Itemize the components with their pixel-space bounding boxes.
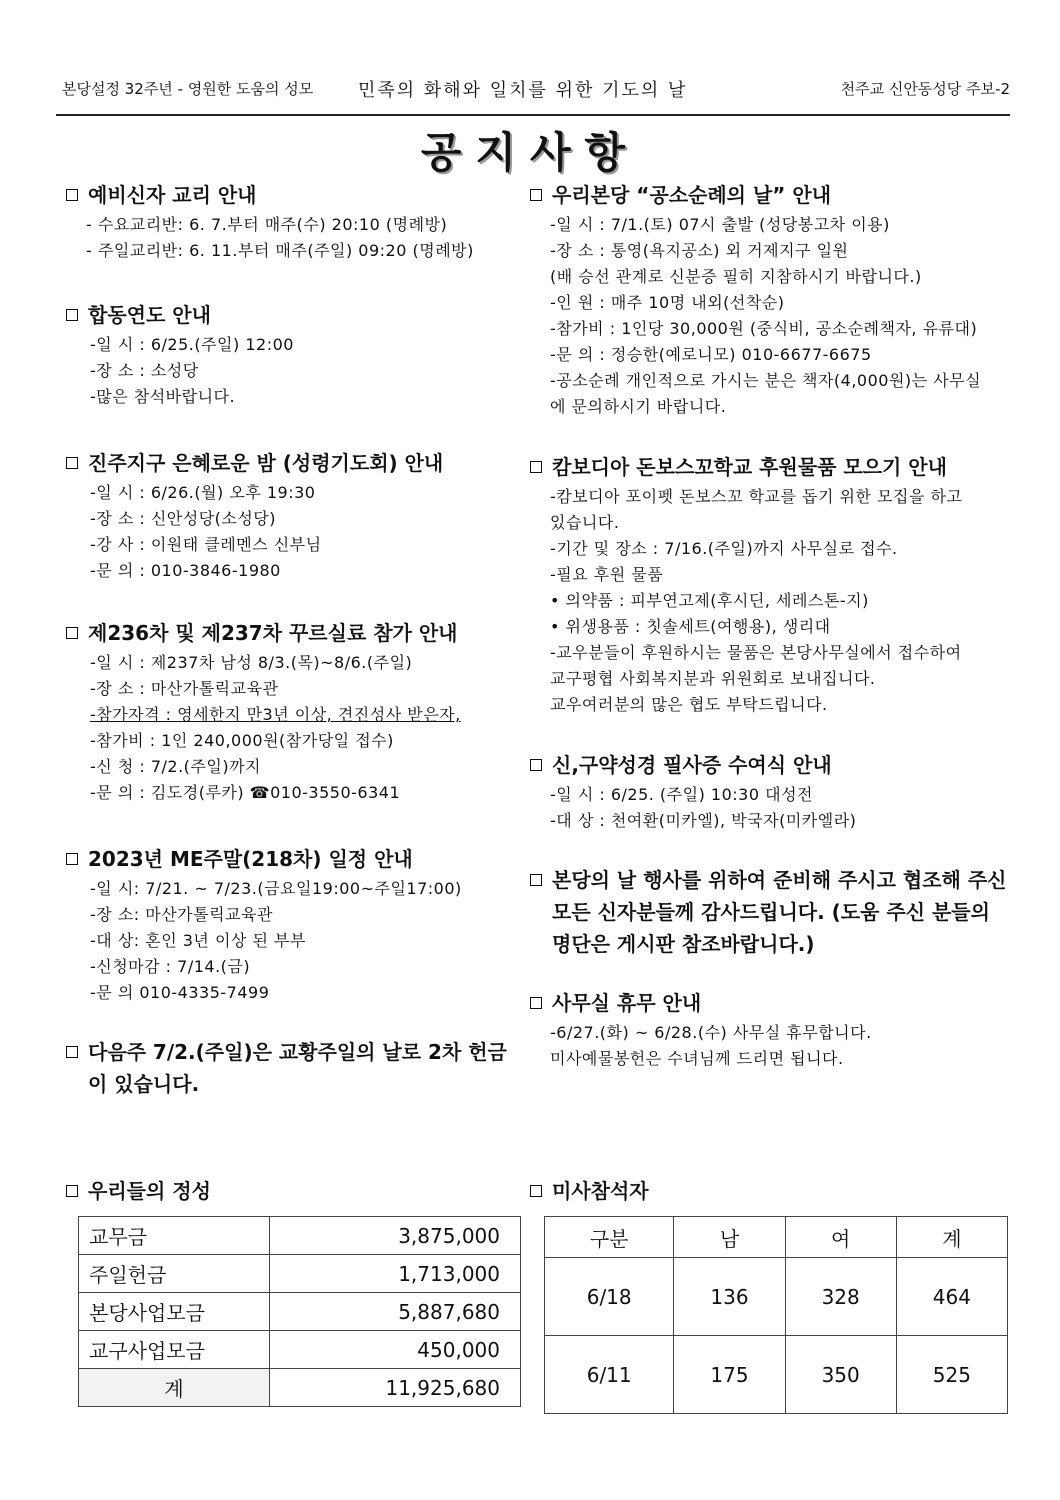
notice-line: -많은 참석바랍니다.	[90, 387, 236, 406]
notice-line: -일 시 : 7/1.(토) 07시 출발 (성당봉고차 이용)	[550, 215, 890, 234]
table-cell: 교구사업모금	[79, 1331, 270, 1369]
table-row	[545, 1336, 1008, 1414]
table-cell: 328	[785, 1258, 896, 1336]
notice-me-weekend	[64, 846, 524, 1006]
section-heading: 우리본당 “공소순례의 날” 안내	[552, 183, 832, 207]
checkbox-icon	[530, 189, 542, 201]
checkbox-icon	[66, 309, 78, 321]
notice-line: -대 상 : 천여환(미카엘), 박국자(미카엘라)	[550, 811, 857, 830]
table-cell: 6/11	[545, 1336, 674, 1414]
table-cell: 1,713,000	[270, 1255, 521, 1293]
table-header-cell: 여	[785, 1217, 896, 1258]
notice-memorial	[64, 302, 524, 410]
table-header-row	[545, 1217, 1008, 1258]
attendance-table	[544, 1216, 1008, 1414]
table-cell: 136	[674, 1258, 785, 1336]
notice-line: -장 소 : 마산가톨릭교육관	[90, 679, 279, 698]
notice-line: -신 청 : 7/2.(주일)까지	[90, 757, 261, 776]
notice-line: -참가비 : 1인 240,000원(참가당일 접수)	[90, 731, 394, 750]
checkbox-icon	[66, 627, 78, 639]
header-right: 천주교 신안동성당 주보-2	[840, 80, 1010, 98]
notice-line: -문 의 010-4335-7499	[90, 983, 270, 1002]
notice-cambodia	[528, 454, 1014, 718]
table-cell: 계	[79, 1369, 270, 1407]
table-cell: 6/18	[545, 1258, 674, 1336]
notice-line: -일 시 : 6/25. (주일) 10:30 대성전	[550, 785, 813, 804]
table-cell: 525	[896, 1336, 1007, 1414]
notice-line: -문 의 : 정승한(예로니모) 010-6677-6675	[550, 345, 872, 364]
table-row	[79, 1369, 521, 1407]
table-cell: 교무금	[79, 1217, 270, 1255]
table-header-cell: 구분	[545, 1217, 674, 1258]
checkbox-icon	[530, 997, 542, 1009]
notice-line: -일 시 : 제237차 남성 8/3.(목)~8/6.(주일)	[90, 653, 413, 672]
offering-table	[78, 1216, 521, 1407]
notice-office-closed	[528, 990, 1014, 1072]
notice-line: 교우여러분의 많은 협도 부탁드립니다.	[550, 695, 828, 714]
table-cell: 5,887,680	[270, 1293, 521, 1331]
section-heading: 우리들의 정성	[88, 1179, 211, 1203]
notice-cursillo	[64, 620, 524, 806]
notice-line: -일 시 : 6/25.(주일) 12:00	[90, 335, 294, 354]
section-heading: 예비신자 교리 안내	[88, 183, 257, 207]
table-row	[79, 1331, 521, 1369]
attendance-section	[528, 1178, 1014, 1414]
notice-line: -장 소 : 통영(욕지공소) 외 거제지구 일원	[550, 241, 849, 260]
table-header-cell: 계	[896, 1217, 1007, 1258]
notice-line: -6/27.(화) ~ 6/28.(수) 사무실 휴무합니다.	[550, 1023, 872, 1042]
notice-second-collection	[64, 1036, 524, 1100]
checkbox-icon	[66, 1046, 78, 1058]
notice-line: 교구평협 사회복지분과 위원회로 보내집니다.	[550, 669, 876, 688]
checkbox-icon	[66, 1185, 78, 1197]
notice-catechism	[64, 182, 524, 264]
table-cell: 464	[896, 1258, 1007, 1336]
notice-line: -참가비 : 1인당 30,000원 (중식비, 공소순례책자, 유류대)	[550, 319, 978, 338]
notice-bible-copy	[528, 752, 1014, 834]
header-divider	[56, 114, 1010, 116]
notice-line: -필요 후원 물품	[550, 565, 664, 584]
notice-line: -장 소 : 신안성당(소성당)	[90, 509, 277, 528]
section-heading: 2023년 ME주말(218차) 일정 안내	[88, 847, 413, 871]
section-heading: 합동연도 안내	[88, 303, 211, 327]
table-cell: 3,875,000	[270, 1217, 521, 1255]
table-cell: 11,925,680	[270, 1369, 521, 1407]
section-heading: 캄보디아 돈보스꼬학교 후원물품 모으기 안내	[552, 455, 947, 479]
notice-line: -문 의 : 김도경(루카) ☎010-3550-6341	[90, 783, 401, 802]
section-heading: 제236차 및 제237차 꾸르실료 참가 안내	[88, 621, 458, 645]
notice-line: -교우분들이 후원하시는 물품은 본당사무실에서 접수하여	[550, 643, 962, 662]
table-cell: 350	[785, 1336, 896, 1414]
table-cell: 175	[674, 1336, 785, 1414]
table-cell: 주일헌금	[79, 1255, 270, 1293]
notice-line: -강 사 : 이원태 클레멘스 신부님	[90, 535, 322, 554]
notice-line: • 위생용품 : 칫솔세트(여행용), 생리대	[550, 617, 831, 636]
section-heading: 본당의 날 행사를 위하여 준비해 주시고 협조해 주신 모든 신자분들께 감사드립니다. (도움 주신 분들의 명단은 게시판 참조바랍니다.)	[552, 868, 1007, 956]
page-header	[62, 78, 1010, 104]
notice-line: -장 소: 마산가톨릭교육관	[90, 905, 273, 924]
checkbox-icon	[66, 189, 78, 201]
page-title: 공지사항	[420, 128, 640, 177]
notice-line: -일 시: 7/21. ~ 7/23.(금요일19:00~주일17:00)	[90, 879, 462, 898]
notice-line: • 의약품 : 피부연고제(후시딘, 세레스톤-지)	[550, 591, 869, 610]
left-column	[64, 182, 524, 1104]
notice-line: -기간 및 장소 : 7/16.(주일)까지 사무실로 접수.	[550, 539, 898, 558]
section-heading: 진주지구 은혜로운 밤 (성령기도회) 안내	[88, 451, 444, 475]
header-center: 민족의 화해와 일치를 위한 기도의 날	[358, 80, 688, 101]
notice-line: 미사예물봉헌은 수녀님께 드리면 됩니다.	[550, 1049, 844, 1068]
notice-line: (배 승선 관계로 신분증 필히 지참하시기 바랍니다.)	[550, 267, 922, 286]
notice-line: -캄보디아 포이펫 돈보스꼬 학교를 돕기 위한 모집을 하고	[550, 487, 963, 506]
checkbox-icon	[530, 874, 542, 886]
notice-pilgrimage	[528, 182, 1014, 420]
notice-thanks	[528, 864, 1014, 960]
notice-line: -인 원 : 매주 10명 내외(선착순)	[550, 293, 785, 312]
table-header-cell: 남	[674, 1217, 785, 1258]
table-cell: 450,000	[270, 1331, 521, 1369]
notice-line: -일 시 : 6/26.(월) 오후 19:30	[90, 483, 316, 502]
right-column	[528, 182, 1014, 1072]
checkbox-icon	[66, 457, 78, 469]
offering-section	[64, 1178, 524, 1407]
table-row	[79, 1293, 521, 1331]
section-heading: 사무실 휴무 안내	[552, 991, 702, 1015]
checkbox-icon	[530, 1185, 542, 1197]
table-row	[545, 1258, 1008, 1336]
notice-line: -신청마감 : 7/14.(금)	[90, 957, 251, 976]
notice-line: -참가자격 : 영세한지 만3년 이상, 견진성사 받은자,	[90, 705, 461, 724]
notice-line: - 수요교리반: 6. 7.부터 매주(수) 20:10 (명례방)	[86, 215, 448, 234]
notice-prayer-night	[64, 450, 524, 584]
notice-line: -공소순례 개인적으로 가시는 분은 책자(4,000원)는 사무실	[550, 371, 982, 390]
table-row	[79, 1255, 521, 1293]
checkbox-icon	[66, 853, 78, 865]
section-heading: 미사참석자	[552, 1179, 649, 1203]
checkbox-icon	[530, 461, 542, 473]
header-left: 본당설정 32주년 - 영원한 도움의 성모	[62, 80, 314, 98]
table-row	[79, 1217, 521, 1255]
section-heading: 신,구약성경 필사증 수여식 안내	[552, 753, 832, 777]
table-cell: 본당사업모금	[79, 1293, 270, 1331]
section-heading: 다음주 7/2.(주일)은 교황주일의 날로 2차 헌금이 있습니다.	[88, 1040, 507, 1096]
notice-line: -대 상: 혼인 3년 이상 된 부부	[90, 931, 306, 950]
notice-line: 있습니다.	[550, 513, 620, 532]
notice-line: - 주일교리반: 6. 11.부터 매주(주일) 09:20 (명례방)	[86, 241, 474, 260]
notice-line: 에 문의하시기 바랍니다.	[550, 397, 727, 416]
notice-line: -장 소 : 소성당	[90, 361, 199, 380]
notice-line: -문 의 : 010-3846-1980	[90, 561, 281, 580]
checkbox-icon	[530, 759, 542, 771]
